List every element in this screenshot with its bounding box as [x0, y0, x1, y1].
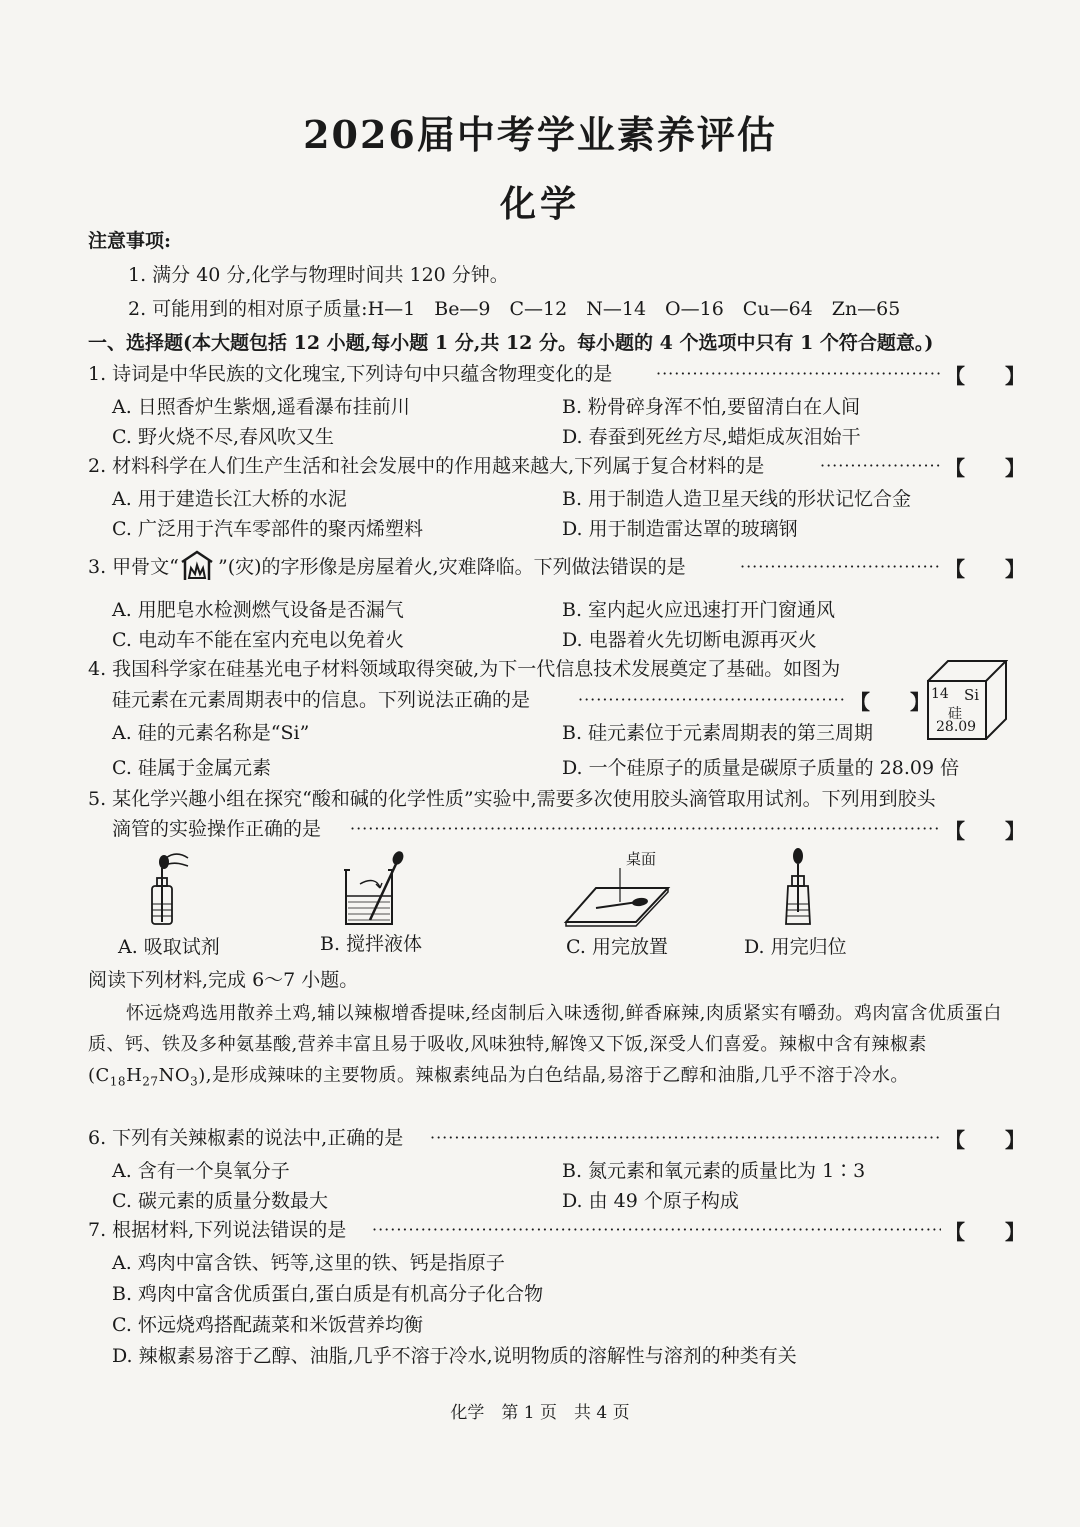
question-1-stem: 1. 诗词是中华民族的文化瑰宝,下列诗句中只蕴含物理变化的是: [88, 363, 613, 385]
q6-option-c: C. 碳元素的质量分数最大: [112, 1190, 328, 1212]
q5-option-d: D. 用完归位: [744, 936, 847, 958]
question-2-stem: 2. 材料科学在人们生产生活和社会发展中的作用越来越大,下列属于复合材料的是: [88, 455, 765, 477]
q5-option-b: B. 搅拌液体: [320, 933, 423, 955]
question-5-stem-line1: 5. 某化学兴趣小组在探究“酸和碱的化学性质”实验中,需要多次使用胶头滴管取用试剂。下列用到胶头: [88, 788, 936, 810]
question-6-stem: 6. 下列有关辣椒素的说法中,正确的是: [88, 1127, 404, 1149]
q2-option-d: D. 用于制造雷达罩的玻璃钢: [562, 518, 798, 540]
q5-option-a: A. 吸取试剂: [118, 936, 220, 958]
q6-option-a: A. 含有一个臭氧分子: [112, 1160, 290, 1182]
dot-leader: [350, 816, 941, 842]
dropper-stirring-liquid-illustration: [340, 850, 410, 928]
answer-bracket-4[interactable]: 【 】: [850, 690, 930, 714]
q2-option-a: A. 用于建造长江大桥的水泥: [112, 488, 347, 510]
reading-passage: 怀远烧鸡选用散养土鸡,辅以辣椒增香提味,经卤制后入味透彻,鲜香麻辣,肉质紧实有嚼劲。鸡肉富含优质蛋白质、钙、铁及多种氨基酸,营养丰富且易于吸收,风味独特,解馋又下饭,深受人们喜爱。辣椒中含有辣椒素$(C_{18}H_{27}NO_3)$,是形成辣味的主要物质。辣椒素纯品为白色结晶,易溶于乙醇和油脂,几乎不溶于冷水。: [88, 1003, 1002, 1089]
dropper-returned-to-bottle-illustration: [776, 846, 820, 928]
oracle-bone-disaster-icon: [178, 548, 216, 584]
q4-option-c: C. 硅属于金属元素: [112, 757, 271, 779]
element-atomic-mass: 28.09: [936, 719, 977, 735]
subject-title: 化学: [499, 183, 580, 225]
q1-option-c: C. 野火烧不尽,春风吹又生: [112, 426, 334, 448]
notes-heading: 注意事项:: [88, 230, 172, 252]
note-item-2: 2. 可能用到的相对原子质量:H—1 Be—9 C—12 N—14 O—16 Cu—64 Zn—65: [128, 298, 901, 320]
note-item-1: 1. 满分 40 分,化学与物理时间共 120 分钟。: [128, 264, 509, 286]
q4-option-d: D. 一个硅原子的质量是碳原子质量的 28.09 倍: [562, 757, 960, 779]
question-3-stem-part2: ”(灾)的字形像是房屋着火,灾难降临。下列做法错误的是: [218, 556, 686, 578]
q1-option-b: B. 粉骨碎身浑不怕,要留清白在人间: [562, 396, 861, 418]
dot-leader: [656, 361, 941, 387]
dot-leader: [820, 453, 941, 479]
q7-option-a: A. 鸡肉中富含铁、钙等,这里的铁、钙是指原子: [112, 1252, 505, 1274]
q5-option-c: C. 用完放置: [566, 936, 668, 958]
answer-bracket-7[interactable]: 【 】: [945, 1220, 1025, 1244]
question-5-stem-line2: 滴管的实验操作正确的是: [112, 818, 322, 840]
element-name: 硅: [948, 706, 962, 722]
dot-leader: [430, 1125, 941, 1151]
dropper-drawing-liquid-illustration: [138, 848, 198, 928]
question-3-stem-part1: 3. 甲骨文“: [88, 556, 179, 578]
element-atomic-number: 14: [931, 686, 949, 702]
q3-option-c: C. 电动车不能在室内充电以免着火: [112, 629, 404, 651]
exam-title: 2026届中考学业素养评估: [303, 112, 777, 157]
q2-option-b: B. 用于制造人造卫星天线的形状记忆合金: [562, 488, 912, 510]
q7-option-b: B. 鸡肉中富含优质蛋白,蛋白质是有机高分子化合物: [112, 1283, 544, 1305]
q7-option-d: D. 辣椒素易溶于乙醇、油脂,几乎不溶于冷水,说明物质的溶解性与溶剂的种类有关: [112, 1345, 797, 1367]
element-symbol: Si: [964, 686, 980, 704]
q4-option-a: A. 硅的元素名称是“Si”: [112, 722, 310, 744]
q7-option-c: C. 怀远烧鸡搭配蔬菜和米饭营养均衡: [112, 1314, 423, 1336]
question-7-stem: 7. 根据材料,下列说法错误的是: [88, 1219, 347, 1241]
answer-bracket-3[interactable]: 【 】: [945, 557, 1025, 581]
periodic-element-card: [926, 659, 1008, 741]
question-4-stem-line2: 硅元素在元素周期表中的信息。下列说法正确的是: [112, 689, 531, 711]
answer-bracket-2[interactable]: 【 】: [945, 456, 1025, 480]
dot-leader: [372, 1217, 941, 1243]
desk-label: 桌面: [626, 850, 657, 868]
q1-option-d: D. 春蚕到死丝方尽,蜡炬成灰泪始干: [562, 426, 861, 448]
question-4-stem-line1: 4. 我国科学家在硅基光电子材料领域取得突破,为下一代信息技术发展奠定了基础。如图为: [88, 658, 841, 680]
dot-leader: [740, 554, 941, 580]
q3-option-d: D. 电器着火先切断电源再灭火: [562, 629, 817, 651]
q6-option-d: D. 由 49 个原子构成: [562, 1190, 739, 1212]
dot-leader: [578, 687, 846, 713]
reading-intro: 阅读下列材料,完成 6～7 小题。: [88, 969, 359, 991]
answer-bracket-1[interactable]: 【 】: [945, 364, 1025, 388]
dropper-on-desk-illustration: [560, 866, 672, 928]
answer-bracket-6[interactable]: 【 】: [945, 1128, 1025, 1152]
answer-bracket-5[interactable]: 【 】: [945, 819, 1025, 843]
q3-option-b: B. 室内起火应迅速打开门窗通风: [562, 599, 836, 621]
page-footer: 化学 第 1 页 共 4 页: [450, 1403, 630, 1423]
q3-option-a: A. 用肥皂水检测燃气设备是否漏气: [112, 599, 404, 621]
q6-option-b: B. 氮元素和氧元素的质量比为 1∶3: [562, 1160, 866, 1182]
q4-option-b: B. 硅元素位于元素周期表的第三周期: [562, 722, 874, 744]
section-heading: 一、选择题(本大题包括 12 小题,每小题 1 分,共 12 分。每小题的 4 个选项中只有 1 个符合题意。): [88, 332, 934, 354]
q1-option-a: A. 日照香炉生紫烟,遥看瀑布挂前川: [112, 396, 410, 418]
q2-option-c: C. 广泛用于汽车零部件的聚丙烯塑料: [112, 518, 423, 540]
